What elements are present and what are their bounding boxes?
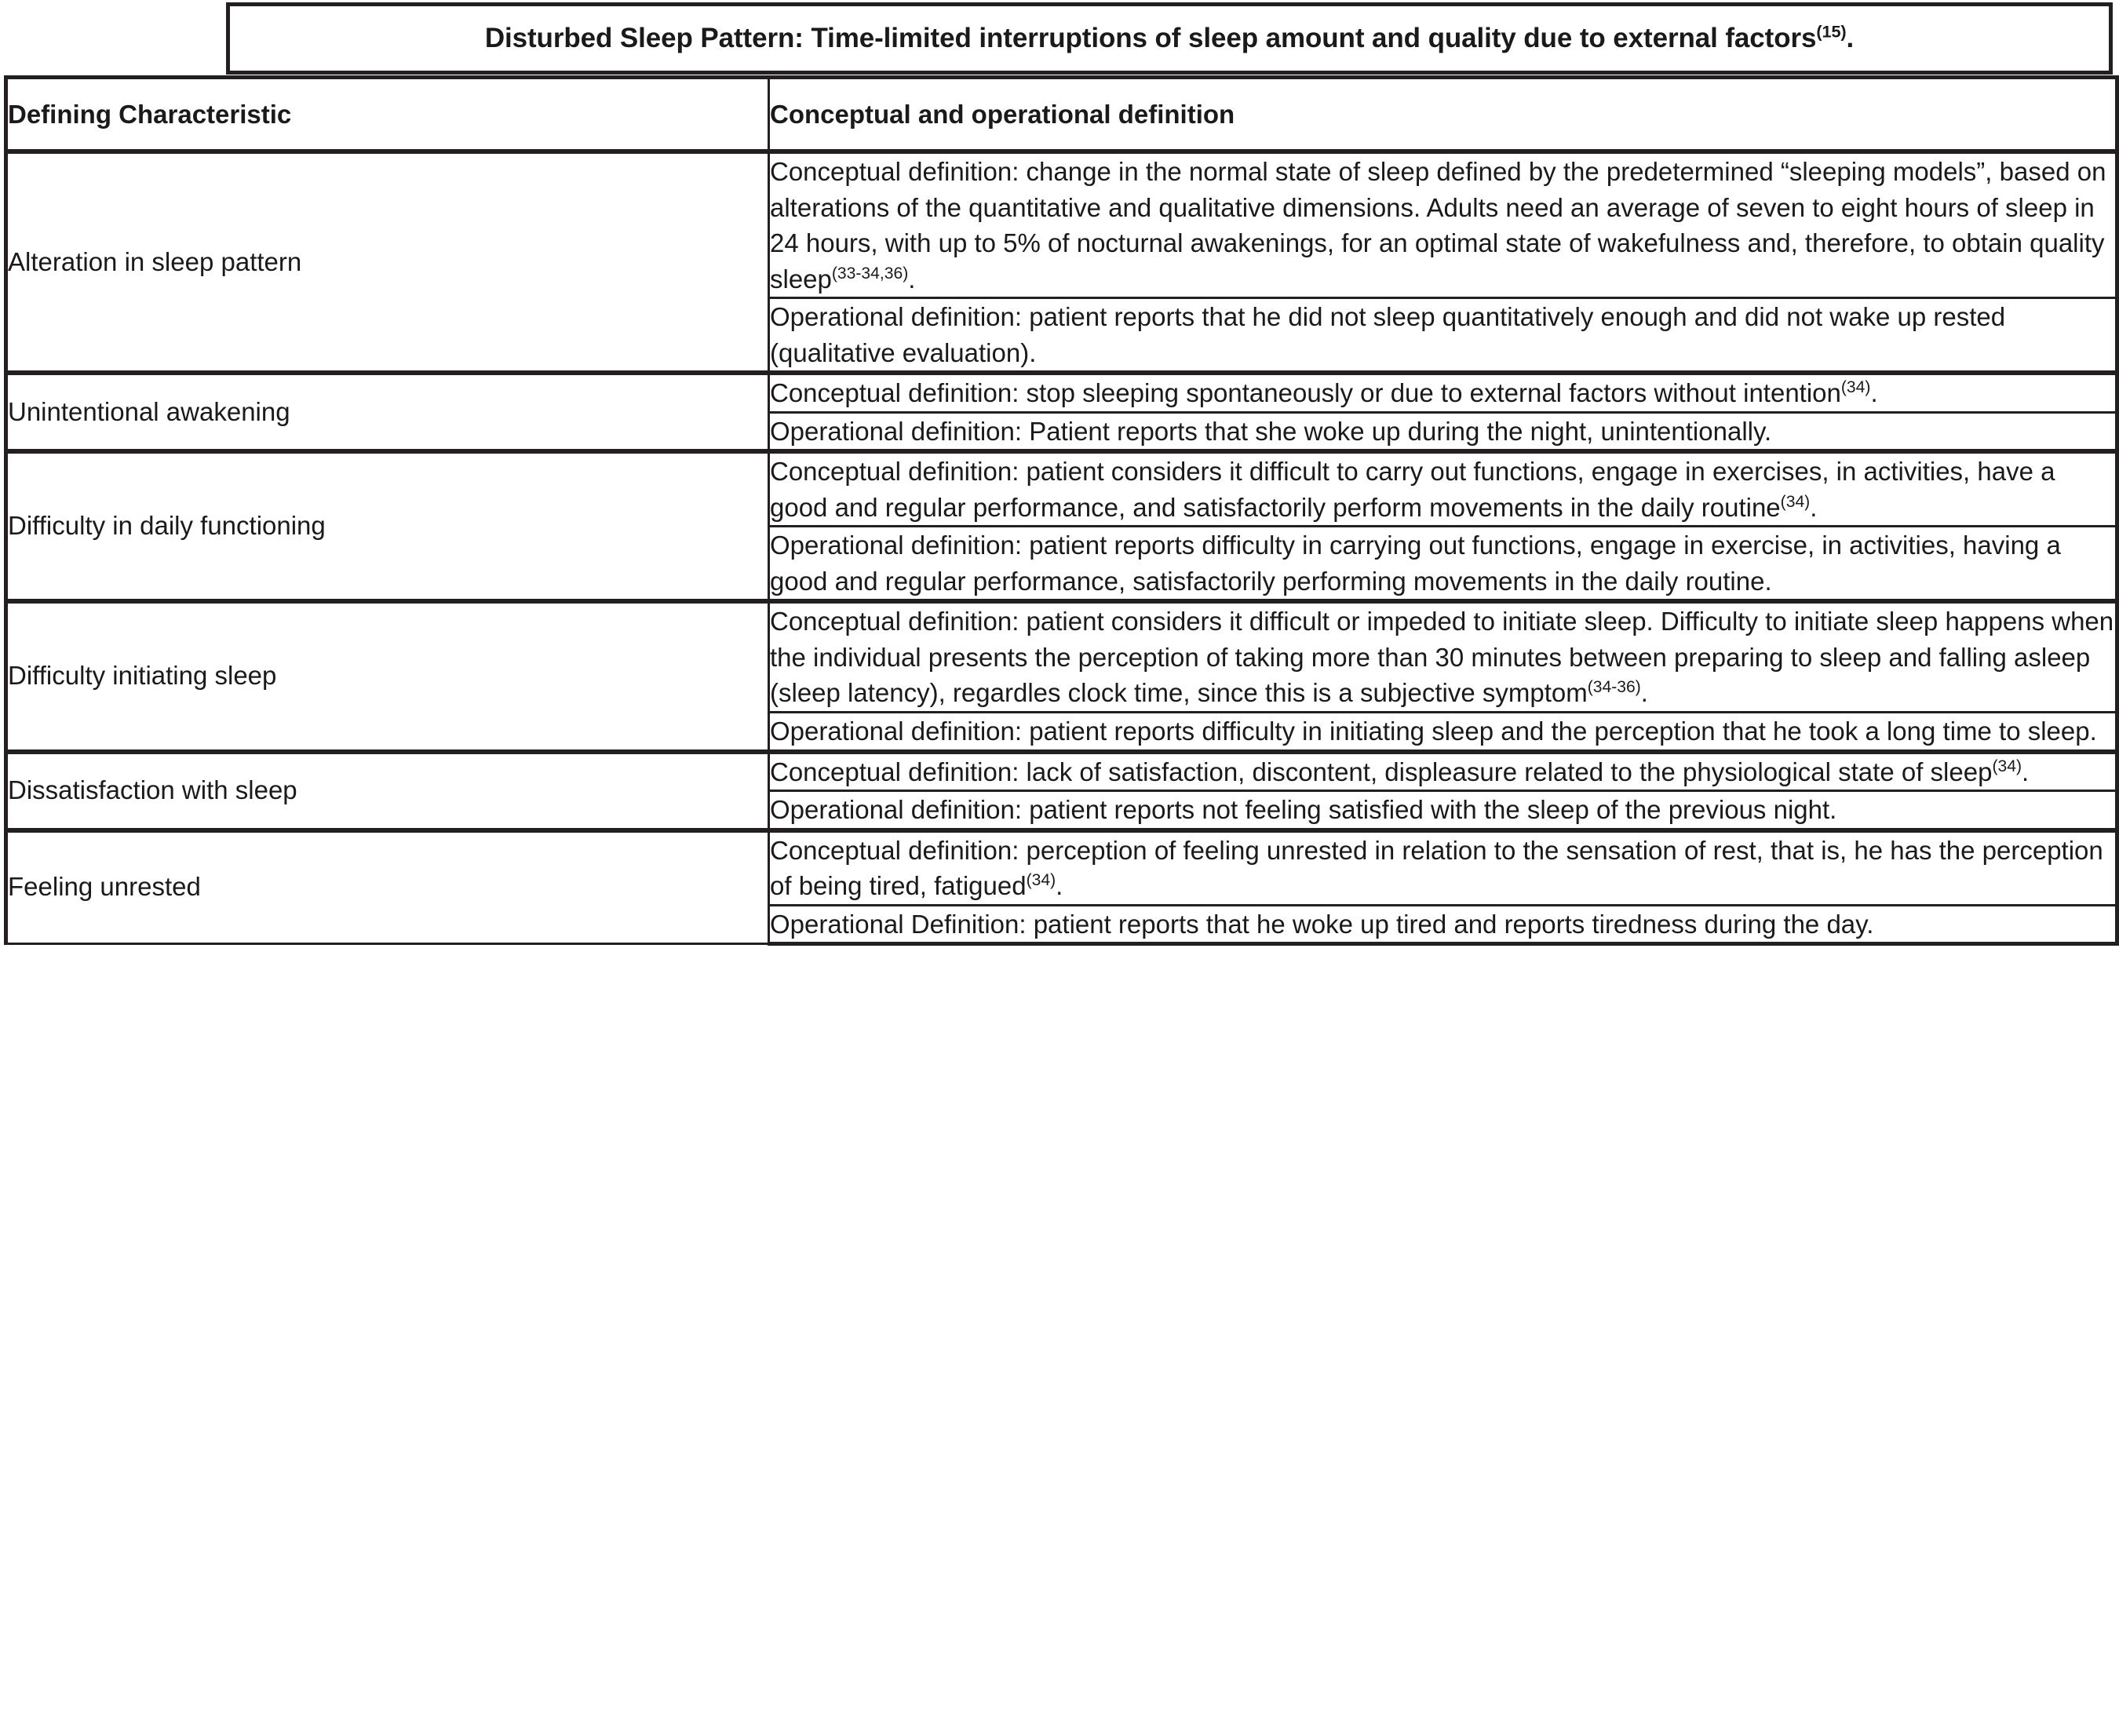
definition-text: Conceptual definition: patient considers it difficult or impeded to initiate sleep. Difficulty to initiate sleep happens when the individual presents the perception of taking more than 30 minutes between preparing to sleep and falling asleep (sleep latency), regardles clock time, since this is a subjective symptom bbox=[770, 607, 2114, 708]
definition-text: Conceptual definition: patient considers it difficult to carry out functions, engage in exercises, in activities, have a good and regular performance, and satisfactorily perform movements in the daily routine bbox=[770, 457, 2055, 522]
conceptual-definition-cell bbox=[769, 451, 2117, 527]
table-row bbox=[6, 752, 2117, 791]
defining-characteristic-cell: Difficulty initiating sleep bbox=[6, 601, 769, 751]
definition-text: Operational definition: patient reports not feeling satisfied with the sleep of the previous night. bbox=[770, 795, 1837, 825]
conceptual-definition-cell bbox=[769, 373, 2117, 412]
definition-text: Operational Definition: patient reports that he woke up tired and reports tiredness during the day. bbox=[770, 909, 1874, 939]
definition-text-tail: . bbox=[1640, 678, 1648, 708]
definition-text-tail: . bbox=[1056, 871, 1063, 901]
operational-definition-cell bbox=[769, 412, 2117, 451]
operational-definition-cell bbox=[769, 712, 2117, 751]
column-header-defining-characteristic: Defining Characteristic bbox=[6, 78, 769, 152]
table-row bbox=[6, 451, 2117, 527]
definition-text-tail: . bbox=[908, 264, 916, 294]
definition-text: Operational definition: patient reports that he did not sleep quantitatively enough and did not wake up rested (qualitative evaluation). bbox=[770, 302, 2006, 367]
conceptual-definition-cell bbox=[769, 830, 2117, 906]
defining-characteristic-cell: Dissatisfaction with sleep bbox=[6, 752, 769, 830]
table-row bbox=[6, 151, 2117, 298]
table-row bbox=[6, 830, 2117, 906]
definition-text-tail: . bbox=[2021, 757, 2030, 786]
definition-text: Operational definition: patient reports difficulty in initiating sleep and the perception that he took a long time to sleep. bbox=[770, 716, 2097, 746]
definition-reference: (34) bbox=[1026, 871, 1056, 890]
defining-characteristic-cell: Alteration in sleep pattern bbox=[6, 151, 769, 373]
table-title-reference: (15) bbox=[1816, 21, 1847, 42]
definition-text: Operational definition: patient reports difficulty in carrying out functions, engage in exercise, in activities, having a good and regular performance, satisfactorily performing movements in the daily routine. bbox=[770, 531, 2061, 596]
conceptual-definition-cell bbox=[769, 151, 2117, 298]
table-row bbox=[6, 601, 2117, 712]
definition-text-tail: . bbox=[1870, 378, 1878, 408]
defining-characteristic-cell: Difficulty in daily functioning bbox=[6, 451, 769, 601]
operational-definition-cell bbox=[769, 905, 2117, 944]
operational-definition-cell bbox=[769, 298, 2117, 374]
table-title bbox=[485, 22, 1854, 55]
operational-definition-cell bbox=[769, 791, 2117, 830]
defining-characteristic-cell: Unintentional awakening bbox=[6, 373, 769, 451]
definition-reference: (34) bbox=[1780, 492, 1811, 511]
defining-characteristic-cell: Feeling unrested bbox=[6, 830, 769, 944]
definition-text: Conceptual definition: change in the normal state of sleep defined by the predetermined “sleeping models”, based on alterations of the quantitative and qualitative dimensions. Adults need an average of seven to eight hours of sleep in 24 hours, with up to 5% of nocturnal awakenings, for an optimal state of wakefulness and, therefore, to obtain quality sleep bbox=[770, 157, 2106, 294]
table-title-banner bbox=[226, 2, 2113, 75]
definition-reference: (34-36) bbox=[1587, 678, 1641, 697]
table-title-period: . bbox=[1846, 23, 1855, 53]
definition-text: Conceptual definition: perception of feeling unrested in relation to the sensation of rest, that is, he has the perception of being tired, fatigued bbox=[770, 835, 2103, 901]
operational-definition-cell bbox=[769, 527, 2117, 602]
table-title-main: Disturbed Sleep Pattern: Time-limited interruptions of sleep amount and quality due to external factors bbox=[484, 23, 1817, 53]
definition-text-tail: . bbox=[1810, 492, 1818, 522]
definition-text: Operational definition: Patient reports that she woke up during the night, unintentionally. bbox=[770, 416, 1772, 446]
table-header-row bbox=[6, 78, 2117, 152]
definition-reference: (33-34,36) bbox=[831, 264, 909, 283]
definition-text: Conceptual definition: lack of satisfaction, discontent, displeasure related to the physiological state of sleep bbox=[770, 757, 1993, 786]
conceptual-definition-cell bbox=[769, 752, 2117, 791]
column-header-conceptual-operational-definition: Conceptual and operational definition bbox=[769, 78, 2117, 152]
defining-characteristics-table bbox=[4, 75, 2119, 946]
definition-text: Conceptual definition: stop sleeping spontaneously or due to external factors without intention bbox=[770, 378, 1841, 408]
definition-reference: (34) bbox=[1840, 378, 1871, 397]
table-row bbox=[6, 373, 2117, 412]
definition-reference: (34) bbox=[1992, 757, 2022, 775]
conceptual-definition-cell bbox=[769, 601, 2117, 712]
